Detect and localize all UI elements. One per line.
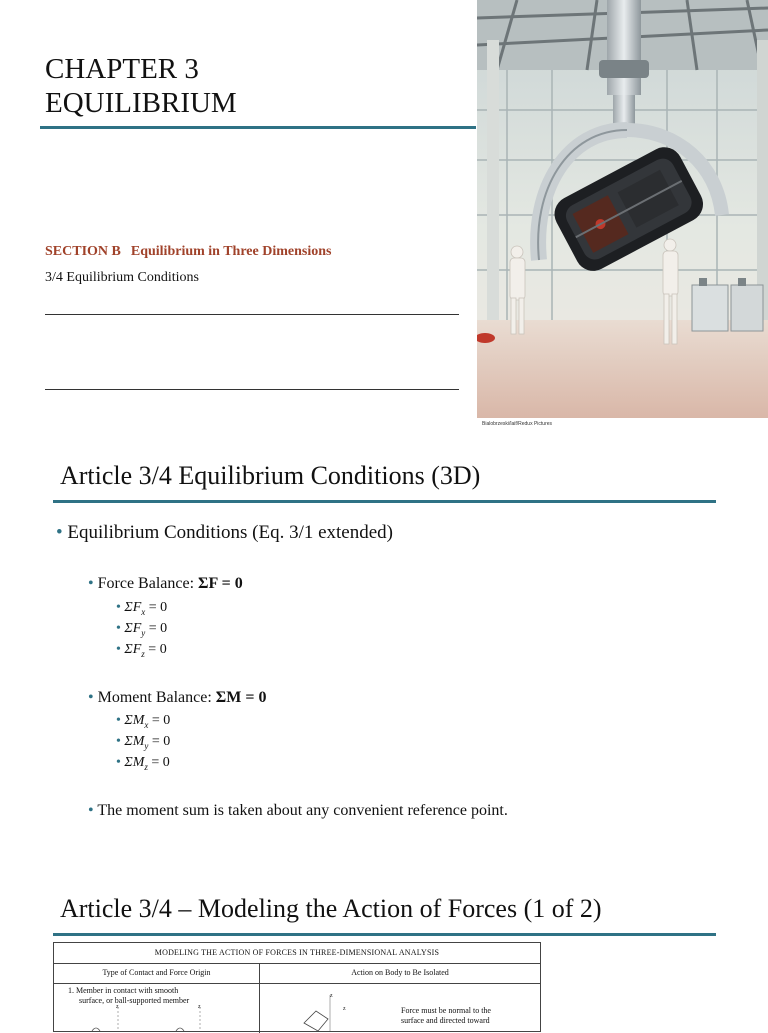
bullet-dot-icon: • xyxy=(116,600,121,615)
action-sketch xyxy=(294,993,384,1033)
force-y-item: • $\Sigma F_y = 0$ xyxy=(116,621,168,638)
contact-sketch xyxy=(84,1005,224,1033)
bullet-dot-icon: • xyxy=(116,734,121,749)
bullet-dot-icon: • xyxy=(116,621,121,636)
title-divider xyxy=(40,126,476,129)
photo-credit: Bialobrzeski/laif/Redux Pictures xyxy=(482,421,553,427)
moment-note-bullet: • The moment sum is taken about any convenient reference point. xyxy=(88,802,508,819)
moment-x-item: • $\Sigma M_x = 0$ xyxy=(116,713,171,730)
bullet-dot-icon: • xyxy=(88,575,94,592)
table-note: Force must be normal to the surface and directed toward xyxy=(401,1006,491,1025)
section-heading: SECTION B Equilibrium in Three Dimensions xyxy=(45,244,332,259)
bullet-main: • Equilibrium Conditions (Eq. 3/1 extended) xyxy=(56,522,394,543)
table-column-divider xyxy=(259,963,260,1033)
force-balance-bullet: • Force Balance: ΣF = 0 xyxy=(88,575,243,592)
article-title: Article 3/4 – Modeling the Action of Forces (1 of 2) xyxy=(60,894,602,923)
axis-z-label: z xyxy=(116,1004,119,1010)
article-divider xyxy=(53,933,716,936)
moment-z-item: • $\Sigma M_z = 0$ xyxy=(116,755,170,772)
moment-y-item: • $\Sigma M_y = 0$ xyxy=(116,734,171,751)
table-item-1: 1. Member in contact with smooth surface, or ball-supported member xyxy=(68,986,190,1005)
chapter-title: CHAPTER 3 EQUILIBRIUM xyxy=(45,53,237,119)
divider-line xyxy=(45,389,459,390)
article-title: Article 3/4 Equilibrium Conditions (3D) xyxy=(60,461,481,490)
bullet-dot-icon: • xyxy=(116,642,121,657)
axis-z-label: z xyxy=(330,993,333,999)
divider-line xyxy=(45,314,459,315)
subsection-label: 3/4 Equilibrium Conditions xyxy=(45,270,200,285)
table-header-contact: Type of Contact and Force Origin xyxy=(54,963,259,984)
bullet-dot-icon: • xyxy=(88,689,94,706)
force-x-item: • $\Sigma F_x = 0$ xyxy=(116,600,168,617)
table-title: MODELING THE ACTION OF FORCES IN THREE-DIMENSIONAL ANALYSIS xyxy=(54,943,540,964)
forces-table xyxy=(53,942,541,1032)
moment-balance-bullet: • Moment Balance: ΣM = 0 xyxy=(88,689,267,706)
factory-photo xyxy=(477,0,768,418)
axis-z-label: z xyxy=(198,1004,201,1010)
title-slide xyxy=(0,0,768,440)
axis-z-label: z xyxy=(343,1006,346,1012)
bullet-dot-icon: • xyxy=(56,522,63,543)
table-header-action: Action on Body to Be Isolated xyxy=(260,963,540,984)
article-divider xyxy=(53,500,716,503)
force-z-item: • $\Sigma F_z = 0$ xyxy=(116,642,167,659)
bullet-dot-icon: • xyxy=(88,802,94,819)
bullet-dot-icon: • xyxy=(116,755,121,770)
bullet-dot-icon: • xyxy=(116,713,121,728)
